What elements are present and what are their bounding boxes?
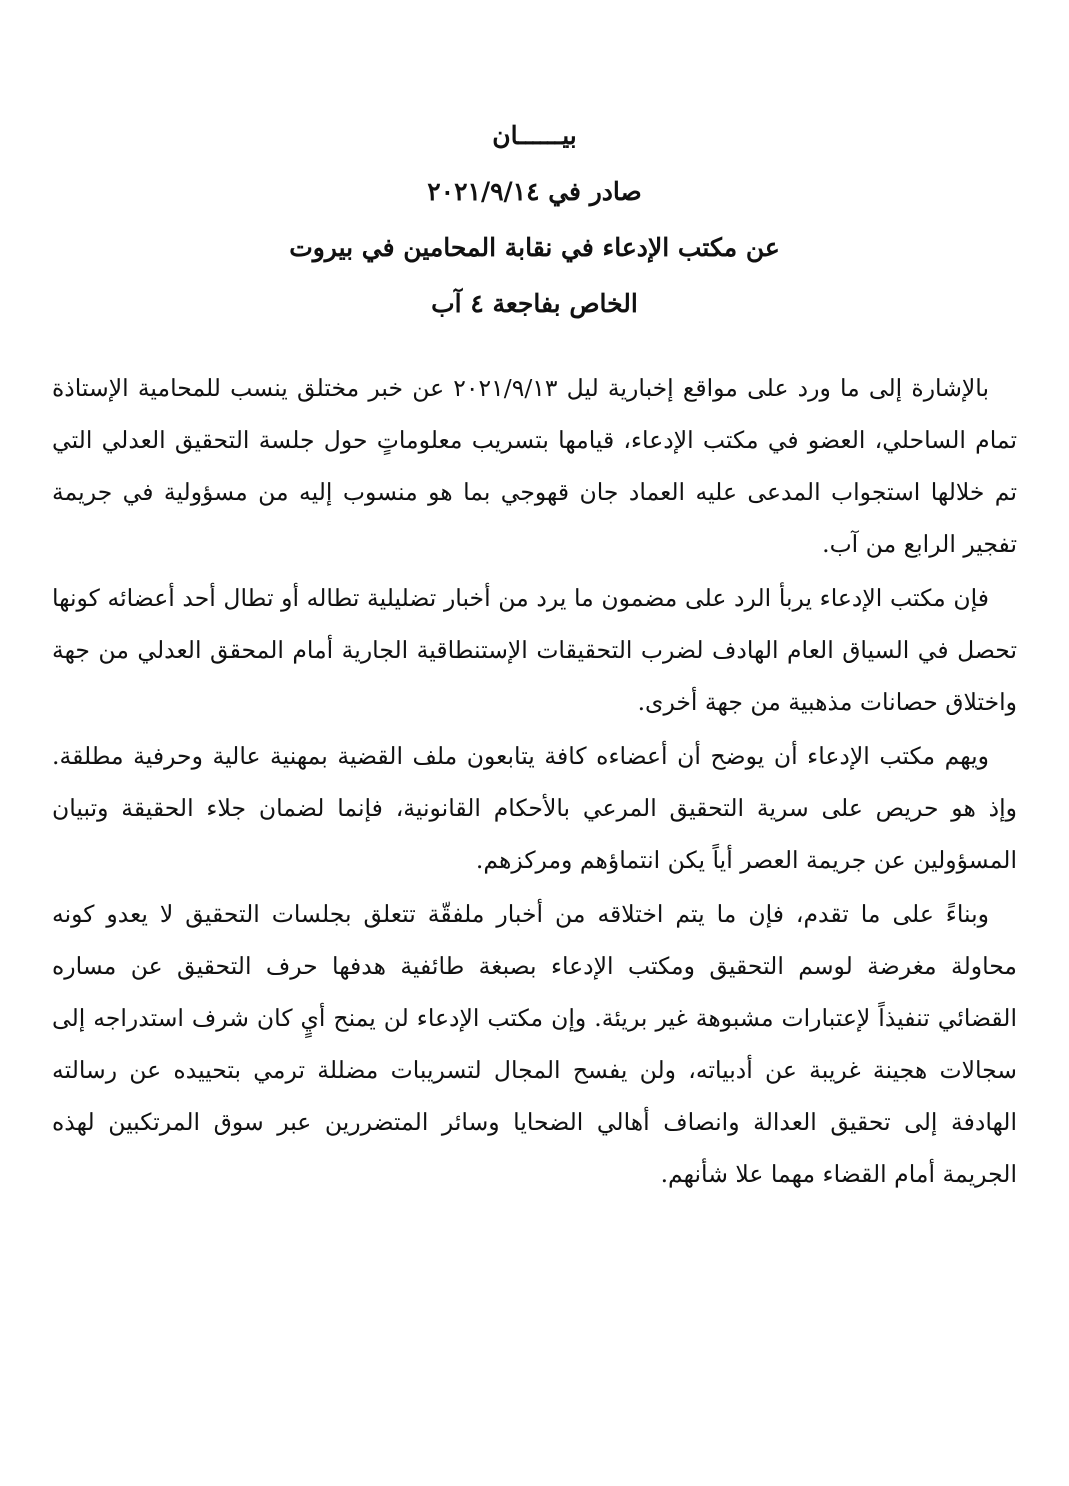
statement-date: صادر في ٢٠٢١/٩/١٤ <box>427 177 642 206</box>
statement-header <box>52 108 1017 332</box>
paragraph-2: فإن مكتب الإدعاء يربأ الرد على مضمون ما يرد من أخبار تضليلية تطاله أو تطال أحد أعضائه كونها تحصل في السياق العام الهادف لضرب التحقيقات الإستنطاقية الجارية أمام المحقق العدلي من جهة واختلاق حصانات مذهبية من جهة أخرى. <box>52 584 1017 716</box>
statement-body <box>52 362 1017 1202</box>
paragraph-4: وبناءً على ما تقدم، فإن ما يتم اختلاقه من أخبار ملفقّة تتعلق بجلسات التحقيق لا يعدو كونه محاولة مغرضة لوسم التحقيق ومكتب الإدعاء بصبغة طائفية هدفها حرف التحقيق عن مساره القضائي تنفيذاً لإعتبارات مشبوهة غير بريئة. وإن مكتب الإدعاء لن يمنح أيٍ كان شرف استدراجه إلى سجالات هجينة غريبة عن أدبياته، ولن يفسح المجال لتسريبات مضللة ترمي بتحييده عن رسالته الهادفة إلى تحقيق العدالة وانصاف أهالي الضحايا وسائر المتضررين عبر سوق المرتكبين لهذه الجريمة أمام القضاء مهما علا شأنهم. <box>52 900 1017 1188</box>
statement-subject: الخاص بفاجعة ٤ آب <box>431 289 638 318</box>
document-page <box>52 0 1017 1486</box>
statement-title: بيــــــان <box>492 121 577 150</box>
paragraph-3: ويهم مكتب الإدعاء أن يوضح أن أعضاءه كافة يتابعون ملف القضية بمهنية عالية وحرفية مطلقة. وإذ هو حريص على سرية التحقيق المرعي بالأحكام القانونية، فإنما لضمان جلاء الحقيقة وتبيان المسؤولين عن جريمة العصر أياً يكن انتماؤهم ومركزهم. <box>52 742 1017 874</box>
paragraph-1: بالإشارة إلى ما ورد على مواقع إخبارية ليل ٢٠٢١/٩/١٣ عن خبر مختلق ينسب للمحامية الإستاذة تمام الساحلي، العضو في مكتب الإدعاء، قيامها بتسريب معلوماتٍ حول جلسة التحقيق العدلي التي تم خلالها استجواب المدعى عليه العماد جان قهوجي بما هو منسوب إليه من مسؤولية في جريمة تفجير الرابع من آب. <box>52 374 1017 558</box>
statement-issuer: عن مكتب الإدعاء في نقابة المحامين في بيروت <box>289 233 780 262</box>
